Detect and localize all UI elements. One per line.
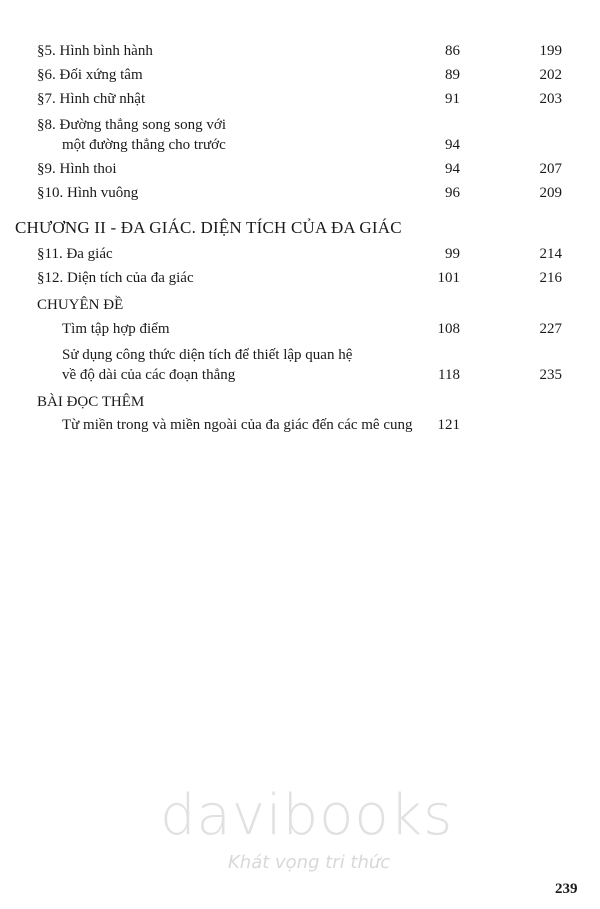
watermark-tagline: Khát vọng tri thức [228,852,391,873]
toc-entry-page: 121 [437,417,460,433]
toc-entry-answer-page: 209 [539,185,562,201]
toc-entry-title: §11. Đa giác [37,246,113,262]
toc-entry-answer-page: 203 [539,91,562,107]
chapter-heading: CHƯƠNG II - ĐA GIÁC. DIỆN TÍCH CỦA ĐA GIÁC [15,218,402,237]
toc-entry-title-line1: §8. Đường thẳng song song với [37,117,226,133]
extra-reading-heading: BÀI ĐỌC THÊM [37,394,145,410]
toc-entry-title-line2: một đường thẳng cho trước [62,137,226,153]
toc-entry-answer-page: 207 [539,161,562,177]
toc-entry-page: 91 [445,91,460,107]
toc-entry-title-line1: Sử dụng công thức diện tích để thiết lập quan hệ [62,347,353,363]
toc-entry-answer-page: 227 [539,321,562,337]
toc-entry-page: 89 [445,67,460,83]
toc-entry-answer-page: 199 [539,43,562,59]
toc-entry-answer-page: 216 [539,270,562,286]
page-number: 239 [555,881,578,897]
toc-entry-title: §10. Hình vuông [37,185,139,201]
toc-entry-answer-page: 202 [539,67,562,83]
toc-entry-title: §7. Hình chữ nhật [37,91,146,107]
toc-entry-page: 94 [445,137,460,153]
toc-entry-title: §9. Hình thoi [37,161,117,177]
toc-entry-page: 118 [438,367,460,383]
toc-entry-page: 96 [445,185,460,201]
toc-entry-page: 94 [445,161,460,177]
toc-entry-page: 101 [437,270,460,286]
toc-entry-title: §12. Diện tích của đa giác [37,270,194,286]
toc-entry-page: 99 [445,246,460,262]
toc-entry-answer-page: 235 [539,367,562,383]
watermark-logo: davibooks [160,783,454,848]
toc-entry-title-line2: về độ dài của các đoạn thẳng [62,367,236,383]
toc-entry-title: §6. Đối xứng tâm [37,67,143,83]
toc-entry-title: Từ miền trong và miền ngoài của đa giác đến các mê cung [62,417,413,433]
toc-entry-page: 108 [437,321,460,337]
special-topic-heading: CHUYÊN ĐỀ [37,297,124,313]
toc-entry-page: 86 [445,43,460,59]
toc-entry-title: Tìm tập hợp điểm [62,321,170,337]
toc-entry-answer-page: 214 [539,246,562,262]
toc-entry-title: §5. Hình bình hành [37,43,153,59]
